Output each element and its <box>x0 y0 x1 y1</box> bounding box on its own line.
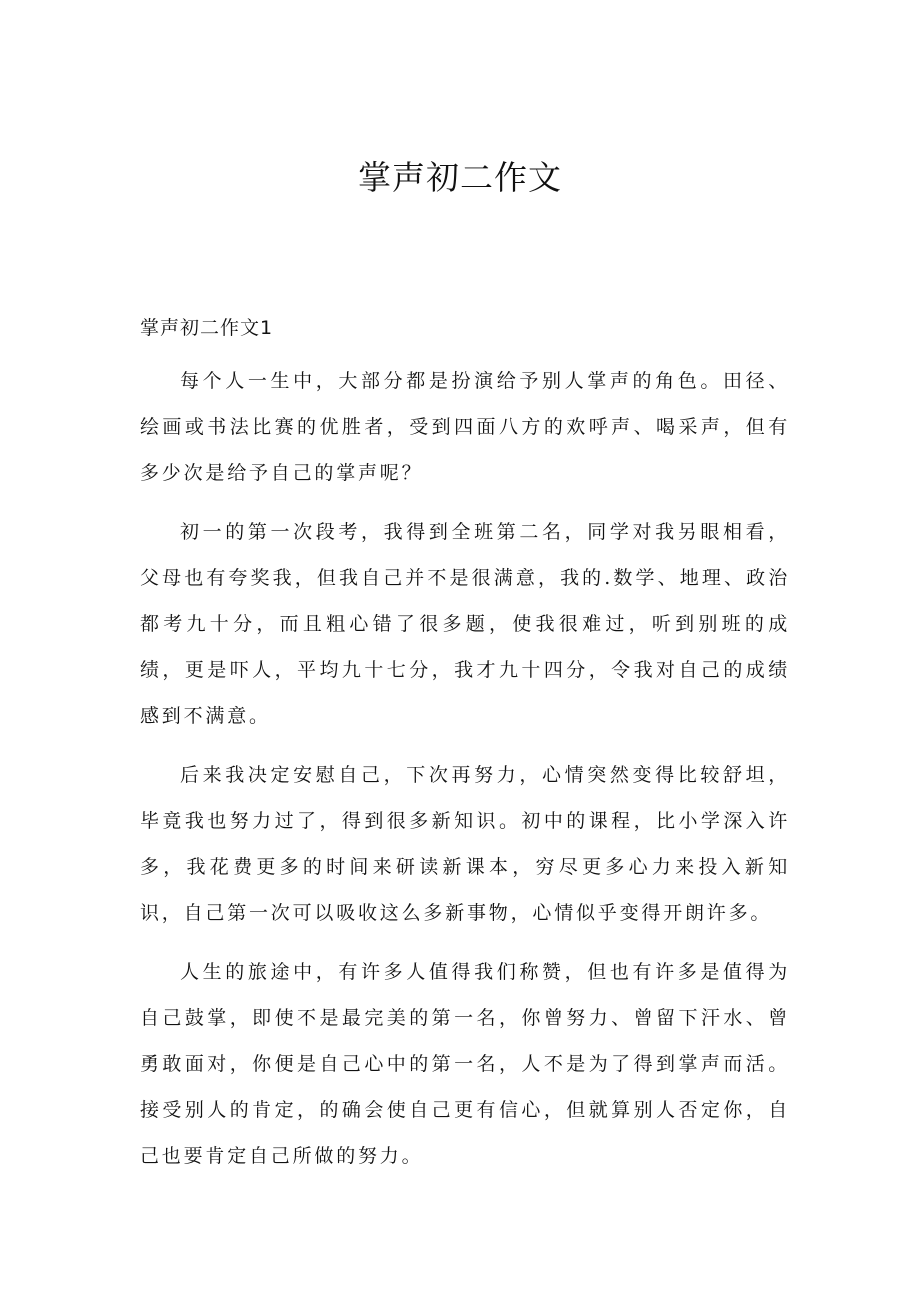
paragraph-4: 人生的旅途中，有许多人值得我们称赞，但也有许多是值得为自己鼓掌，即使不是最完美的第一名，你曾努力、曾留下汗水、曾勇敢面对，你便是自己心中的第一名，人不是为了得到掌声而活。接受别人的肯定，的确会使自己更有信心，但就算别人否定你，自己也要肯定自己所做的努力。 <box>140 961 790 1167</box>
paragraph-1: 每个人一生中，大部分都是扮演给予别人掌声的角色。田径、绘画或书法比赛的优胜者，受到四面八方的欢呼声、喝采声，但有多少次是给予自己的掌声呢？ <box>140 370 790 484</box>
document-title: 掌声初二作文 <box>358 158 562 197</box>
paragraph-2: 初一的第一次段考，我得到全班第二名，同学对我另眼相看，父母也有夸奖我，但我自己并不是很满意，我的.数学、地理、政治都考九十分，而且粗心错了很多题，使我很难过，听到别班的成绩，更是吓人，平均九十七分，我才九十四分，令我对自己的成绩感到不满意。 <box>140 521 790 727</box>
paragraph-3: 后来我决定安慰自己，下次再努力，心情突然变得比较舒坦，毕竟我也努力过了，得到很多新知识。初中的课程，比小学深入许多，我花费更多的时间来研读新课本，穷尽更多心力来投入新知识，自己第一次可以吸收这么多新事物，心情似乎变得开朗许多。 <box>140 764 790 924</box>
section-heading: 掌声初二作文1 <box>140 317 274 339</box>
document-body <box>140 358 790 1192</box>
